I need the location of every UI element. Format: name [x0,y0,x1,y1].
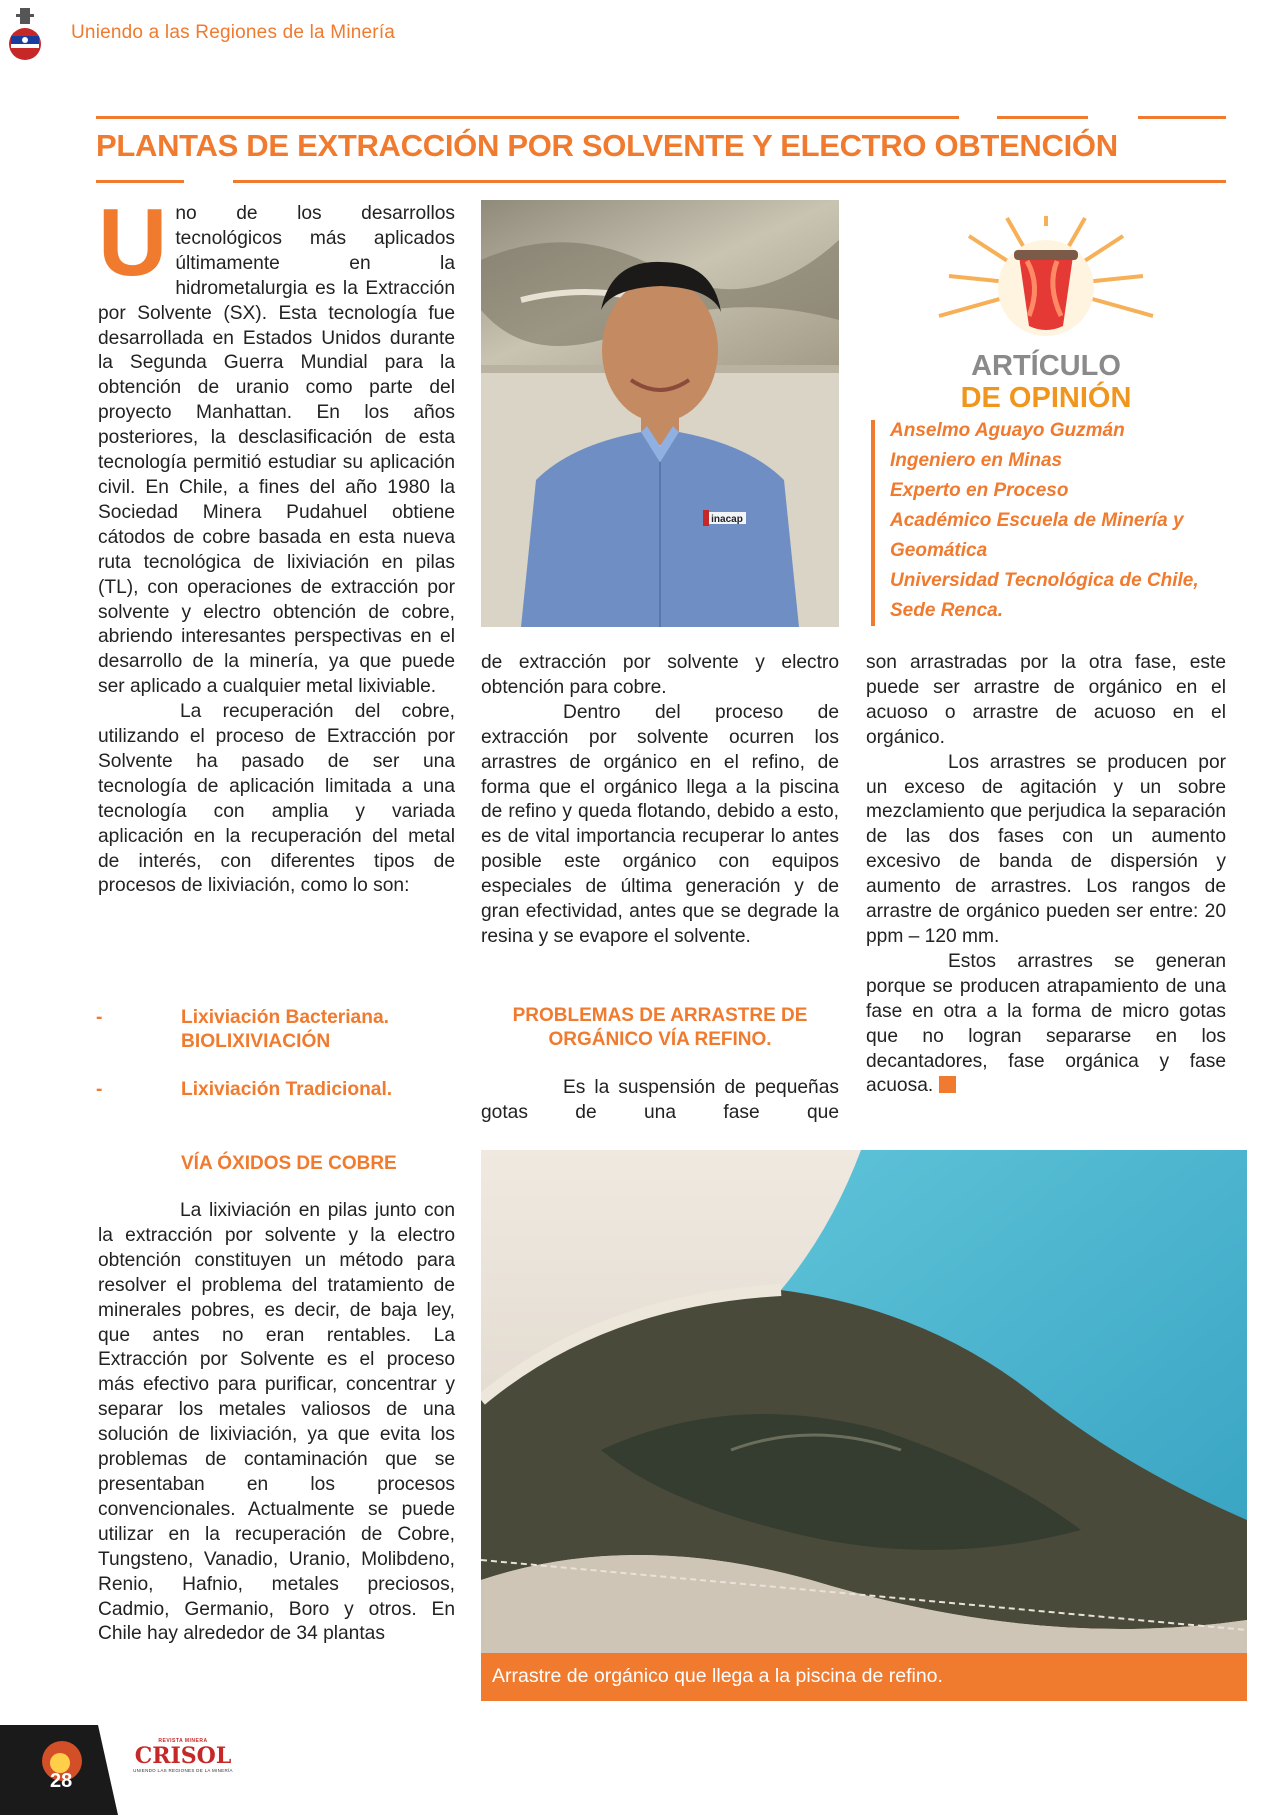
col3-paragraph-3-text: Estos arrastres se generan porque se producen atrapamiento de una fase en otra a la forma de micro gotas que no logran separarse en los decantadores, fase orgánica y fase acuosa. [866,950,1226,1097]
list-item-traditional: Lixiviación Tradicional. [181,1079,393,1100]
col2-paragraph-2: Dentro del proceso de extracción por solvente ocurren los arrastres de orgánico en el refino, de forma que el orgánico llega a la piscina de refino y queda flotando, debido a esto, es de vital importancia recuperar lo antes posible este orgánico con equipos especiales de última generación y de gran efectividad, antes que se degrade la resina y se evapore el solvente. [481,701,839,947]
title-rule-bottom-1 [96,180,184,183]
author-line: Geomática [890,540,988,561]
author-name: Anselmo Aguayo Guzmán [890,420,1125,441]
title-rule-bottom-2 [233,180,1226,183]
list-dash-1: - [96,1007,103,1028]
subhead-oxides: VÍA ÓXIDOS DE COBRE [181,1153,397,1174]
title-rule-top-1 [96,116,959,119]
badge-line-1: ARTÍCULO [971,350,1121,382]
end-mark-icon [939,1076,956,1093]
col3-paragraph-3 [866,950,1226,1099]
header-tagline: Uniendo a las Regiones de la Minería [71,22,396,43]
page-number: 28 [50,1770,73,1792]
col2-paragraph-3: Es la suspensión de pequeñas gotas de una fase que [481,1077,839,1123]
author-portrait-photo [481,200,839,627]
col1-paragraph-1: no de los desarrollos tecnológicos más aplicados últimamente en la hidrometalurgia es la Extracción por Solvente (SX). Esta tecnología fue desarrollada en Estados Unidos durante la Segunda Guerra Mundial para la obtención de uranio como parte del proyecto Manhattan. En los años posteriores, la desclasificación de esta tecnología permitió estudiar su aplicación civil. En Chile, a fines del año 1980 la Sociedad Minera Pudahuel obtiene cátodos de cobre basada en esta nueva ruta tecnológica de lixiviación en pilas (TL), con operaciones de extracción por solvente y electro obtención de cobre, abriendo interesantes perspectivas en el desarrollo de la minería, ya que puede ser aplicado a cualquier metal lixiviable. [98,203,455,698]
col3-paragraph-2: Los arrastres se producen por un exceso de agitación y un sobre mezclamiento que perjudica la separación de las dos fases con un aumento excesivo de banda de dispersión y aumento de arrastres. Los rangos de arrastre de orgánico pueden ser entre: 20 ppm – 120 mm. [866,751,1226,947]
badge-line-2: DE OPINIÓN [960,382,1132,414]
column-3 [866,651,1226,1099]
brand-tagline: UNIENDO LAS REGIONES DE LA MINERÍA [133,1768,233,1773]
author-line: Experto en Proceso [890,480,1069,501]
title-rule-top-2 [997,116,1088,119]
col1-paragraph-2: La recuperación del cobre, utilizando el proceso de Extracción por Solvente ha pasado de ser una tecnología de aplicación limitada a una tecnología con amplia y variada aplicación en la recuperación del metal de interés, con diferentes tipos de procesos de lixiviación, como lo son: [98,701,455,897]
column-2-top [481,651,839,950]
refinery-pond-photo [481,1150,1247,1653]
author-line: Ingeniero en Minas [890,450,1063,471]
list-item-line: BIOLIXIVIACIÓN [181,1031,331,1052]
author-line: Académico Escuela de Minería y [890,510,1184,531]
magazine-emblem-icon [6,6,44,64]
list-item-bioleaching [181,1006,389,1054]
column-1-intro [98,189,455,899]
list-dash-2: - [96,1079,103,1100]
brand-top-line: REVISTA MINERA [158,1738,208,1744]
author-accent-bar [871,420,875,626]
footer-brand-logo [133,1738,233,1773]
photo-caption: Arrastre de orgánico que llega a la piscina de refino. [492,1665,943,1687]
subhead-line: ORGÁNICO VÍA REFINO. [548,1029,772,1050]
column-2-bottom [481,1076,839,1126]
col2-paragraph-1: de extracción por solvente y electro obtención para cobre. [481,652,839,698]
column-1-continued [98,1199,455,1647]
drop-cap: U [98,189,168,296]
shirt-logo-text: inacap [711,514,743,525]
author-line: Universidad Tecnológica de Chile, [890,570,1199,591]
subhead-organic-carryover [481,1004,839,1052]
col1-paragraph-3: La lixiviación en pilas junto con la extracción por solvente y la electro obtención constituyen un método para resolver el problema del tratamiento de minerales pobres, es decir, de baja ley, que antes no eran rentables. La Extracción por Solvente es el proceso más efectivo para purificar, concentrar y separar los metales valiosos de una solución de lixiviación, ya que evita los problemas de contaminación que se presentaban en los procesos convencionales. Actualmente se puede utilizar en la recuperación de Cobre, Tungsteno, Vanadio, Uranio, Molibdeno, Renio, Hafnio, metales preciosos, Cadmio, Germanio, Boro y otros. En Chile hay alrededor de 34 plantas [98,1200,455,1645]
opinion-badge-label [929,350,1163,414]
author-line: Sede Renca. [890,600,1003,621]
subhead-line: PROBLEMAS DE ARRASTRE DE [512,1005,808,1026]
list-item-line: Lixiviación Bacteriana. [181,1007,389,1028]
brand-name: CRISOL [134,1743,232,1769]
col3-paragraph-1: son arrastradas por la otra fase, este puede ser arrastre de orgánico en el acuoso o arrastre de acuoso en el orgánico. [866,652,1226,748]
author-credits [890,416,1199,626]
title-rule-top-3 [1138,116,1226,119]
article-title: PLANTAS DE EXTRACCIÓN POR SOLVENTE Y ELECTRO OBTENCIÓN [96,128,1118,163]
